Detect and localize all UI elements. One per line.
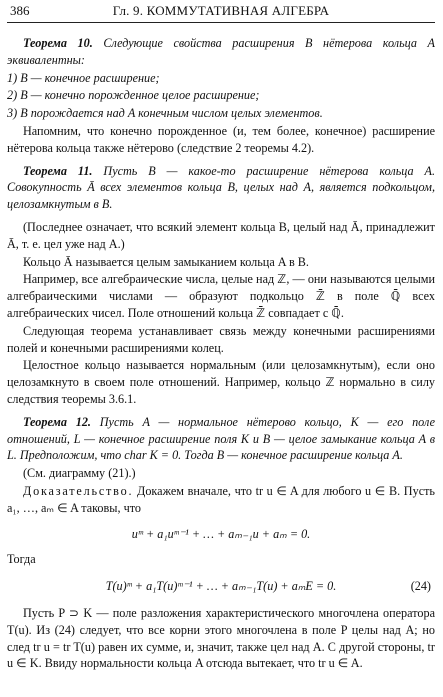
theorem-12-text: Пусть A — нормальное нётерово кольцо, K — его поле отношений, L — конечное расширение поля K и B — целое замыкание кольца A в L. Предположим, что char K = 0. Тогда B — конечное расширение кольца A. [7, 414, 435, 463]
theorem-11-heading: Теорема 11. [23, 163, 93, 178]
theorem-12-statement [7, 414, 435, 464]
normal-ring-definition: Целостное кольцо называется нормальным (или целозамкнутым), если оно целозамкнуто в своем поле отношений. Например, кольцо ℤ нормально в силу следствия теоремы 3.6.1. [7, 358, 435, 406]
theorem-11-text: Пусть B — какое-то расширение нётерова кольца A. Совокупность Ā всех элементов кольца B, целых над A, является подкольцом, целозамкнутым в B. [7, 163, 436, 212]
algebraic-integers-example: Например, все алгебраические числа, целые над ℤ, — они называются целыми алгебраическими числами — образуют подкольцо ℤ̄ в поле ℚ̄ всех алгебраических чисел. Поле отношений кольца ℤ̄ совпадает с ℚ̄. [7, 272, 435, 320]
page-body [7, 23, 435, 672]
theorem-11-remark: (Последнее означает, что всякий элемент кольца B, целый над Ā, принадлежит Ā, т. е. цел уже над A.) [7, 219, 435, 251]
next-theorem-intro: Следующая теорема устанавливает связь между конечными расширениями полей и конечными расширениями колец. [7, 323, 435, 355]
proof-conclusion: Пусть P ⊃ K — поле разложения характеристического многочлена оператора T(u). Из (24) следует, что все корни этого многочлена в поле P целы над A; но след tr u = tr T(u) равен их сумме, и, значит, также цел над A. С другой стороны, tr u ∈ K. Ввиду нормальности кольца A отсюда вытекает, что tr u ∈ A. [7, 605, 435, 671]
proof-text: Докажем вначале, что tr u ∈ A для любого u ∈ B. Пусть a₁, …, aₘ ∈ A таковы, что [7, 483, 435, 515]
theorem-10-item-1: 1) B — конечное расширение; [7, 70, 160, 85]
theorem-10-item-2: 2) B — конечно порожденное целое расширение; [7, 88, 260, 103]
equation-24-number: (24) [410, 579, 431, 594]
theorem-12-heading: Теорема 12. [23, 414, 91, 429]
theorem-10-statement [7, 35, 435, 69]
equation-24: T(u)ᵐ + a₁T(u)ᵐ⁻¹ + … + aₘ₋₁T(u) + aₘE = 0. [105, 579, 337, 594]
equation-24-row [7, 578, 435, 595]
theorem-10-note: Напомним, что конечно порожденное (и, тем более, конечное) расширение нётерова кольца также нётерово (следствие 2 теоремы 4.2). [7, 123, 435, 155]
proof-word: Доказательство. [23, 483, 134, 498]
theorem-11-statement [7, 163, 435, 213]
theorem-10-heading: Теорема 10. [23, 36, 93, 50]
then-word: Тогда [7, 552, 36, 567]
running-header [7, 0, 435, 23]
theorem-10-text: Следующие свойства расширения B нётерова кольца A эквивалентны: [7, 36, 435, 67]
integral-closure-definition: Кольцо Ā называется целым замыканием кольца A в B. [23, 254, 309, 269]
running-title: Гл. 9. КОММУТАТИВНАЯ АЛГЕБРА [112, 3, 330, 18]
equation-integral-dependence: uᵐ + a₁uᵐ⁻¹ + … + aₘ₋₁u + aₘ = 0. [131, 526, 311, 541]
diagram-reference: (См. диаграмму (21).) [23, 466, 136, 481]
page-number: 386 [10, 3, 30, 18]
proof-start [7, 483, 435, 517]
theorem-10-item-3: 3) B порождается над A конечным числом целых элементов. [7, 106, 323, 121]
